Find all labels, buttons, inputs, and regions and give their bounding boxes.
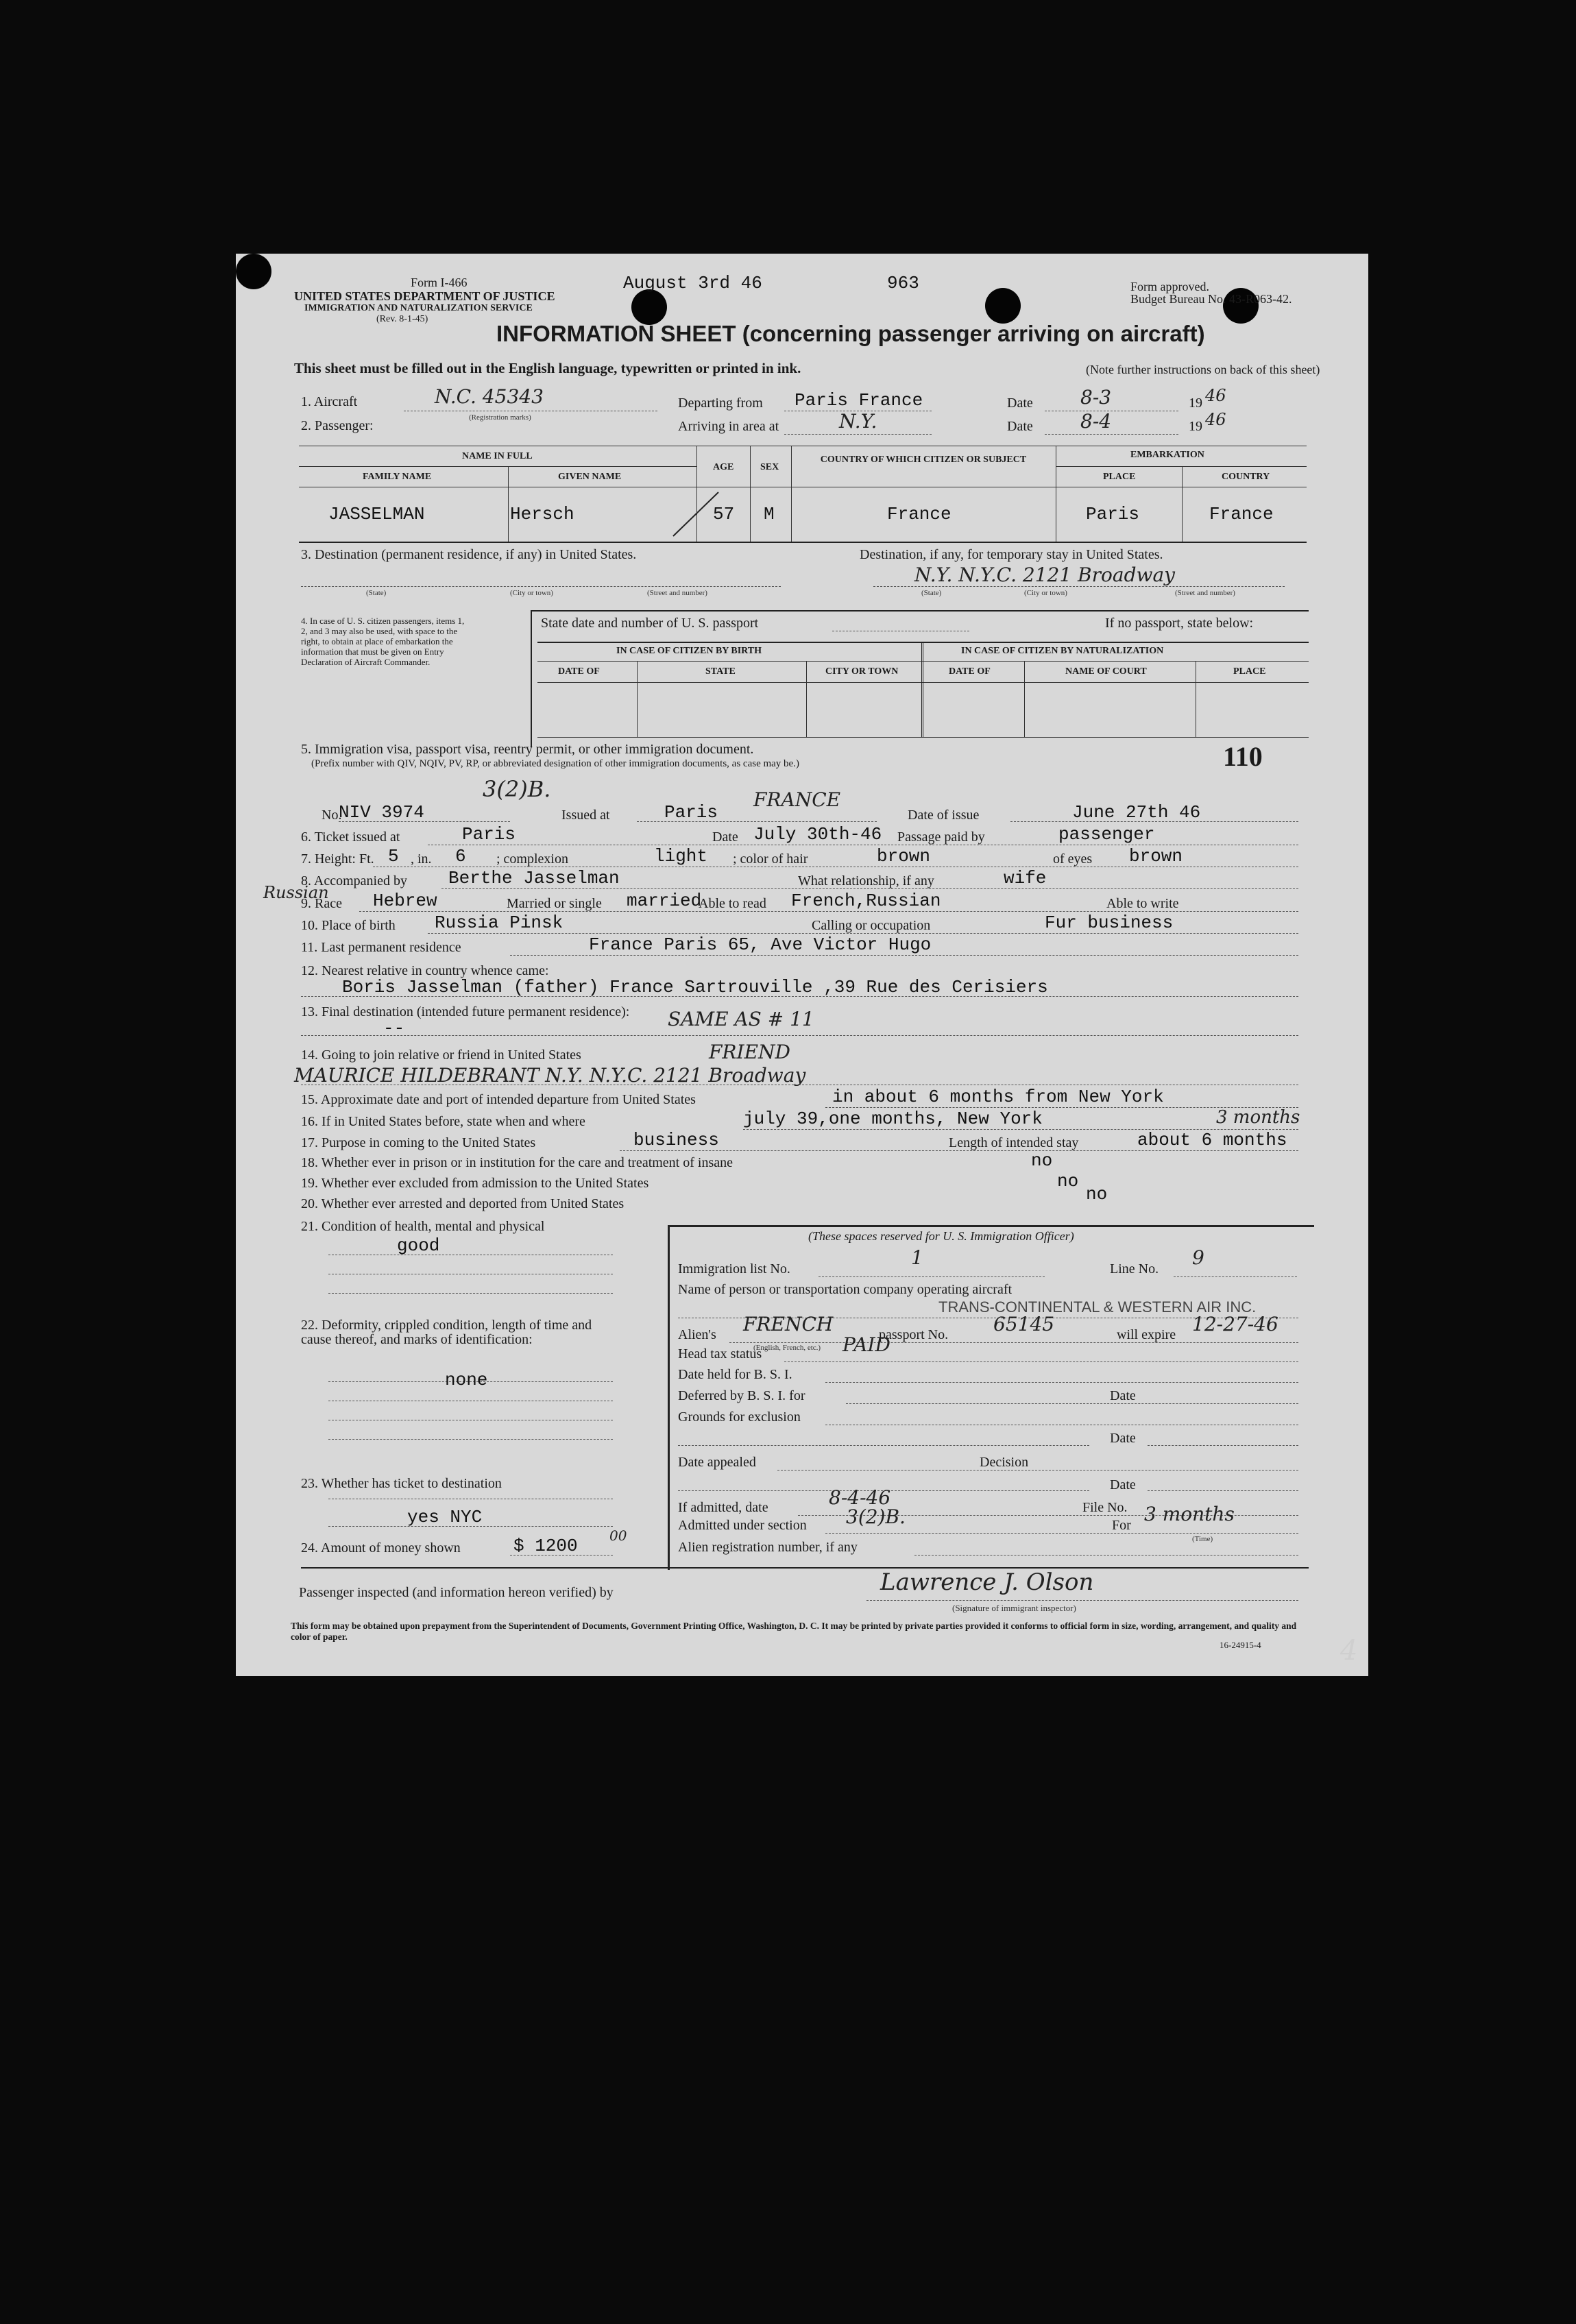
final-destination-label: 13. Final destination (intended future permanent residence): (301, 1004, 630, 1019)
appeal-date-label: Date (1110, 1477, 1136, 1492)
deferred-date-label: Date (1110, 1388, 1136, 1403)
col-date-of-2: DATE OF (949, 666, 991, 677)
join-name-hand: MAURICE HILDEBRANT N.Y. N.Y.C. 2121 Broadway (294, 1064, 806, 1087)
read-value: French,Russian (791, 891, 941, 911)
date-label-1: Date (1007, 396, 1033, 411)
destination-label: 3. Destination (permanent residence, if any) in United States. (301, 547, 637, 562)
bsi-held-label: Date held for B. S. I. (678, 1367, 792, 1382)
punch-hole-middle (985, 288, 1021, 324)
col-age: AGE (713, 462, 734, 472)
height-ft: 5 (388, 846, 399, 867)
final-destination-value: -- (383, 1018, 405, 1039)
caption-state: (State) (366, 589, 387, 597)
sex-value: M (764, 504, 775, 524)
signature-caption: (Signature of immigrant inspector) (952, 1603, 1076, 1613)
deformity-label: 22. Deformity, crippled condition, length of time and cause thereof, and marks of identification: (301, 1318, 592, 1347)
expire-label: will expire (1117, 1327, 1176, 1342)
col-date-of: DATE OF (558, 666, 600, 677)
exclusion-date-label: Date (1110, 1431, 1136, 1446)
citizen-by-naturalization: IN CASE OF CITIZEN BY NATURALIZATION (961, 646, 1164, 656)
operator-stamp: TRANS-CONTINENTAL & WESTERN AIR INC. (938, 1298, 1257, 1316)
col-given-name: GIVEN NAME (558, 472, 622, 482)
time-caption: (Time) (1192, 1535, 1213, 1543)
departing-label: Departing from (678, 396, 763, 411)
citizen-country-value: France (887, 504, 951, 524)
expire-value: 12-27-46 (1192, 1313, 1278, 1335)
fill-instructions: This sheet must be filled out in the English language, typewritten or printed in ink. (294, 360, 801, 376)
residence-label: 11. Last permanent residence (301, 940, 461, 955)
no-passport-label: If no passport, state below: (1105, 616, 1254, 631)
year-2: 46 (1205, 410, 1226, 429)
temporary-destination-label: Destination, if any, for temporary stay in United States. (860, 547, 1163, 562)
money-cents: 00 (609, 1527, 627, 1544)
col-court: NAME OF COURT (1065, 666, 1147, 677)
prison-label: 18. Whether ever in prison or in institution for the care and treatment of insane (301, 1155, 733, 1170)
citizen-note: 4. In case of U. S. citizen passengers, items 1, 2, and 3 may also be used, with space to the right, to obtain at place of embarkation the information that must be given on Entry Declaration of Aircraft Commander. (301, 616, 465, 667)
document-code: 110 (1223, 741, 1263, 772)
appealed-label: Date appealed (678, 1455, 756, 1470)
head-tax-label: Head tax status (678, 1346, 762, 1361)
hair-label: ; color of hair (733, 851, 808, 867)
prison-value: no (1031, 1150, 1053, 1171)
visa-no-value: NIV 3974 (339, 802, 424, 823)
form-approved: Form approved. (1130, 280, 1209, 293)
join-relation-hand: FRIEND (709, 1041, 790, 1063)
bsi-deferred-label: Deferred by B. S. I. for (678, 1388, 805, 1403)
visa-hand-note: 3(2)B. (483, 776, 551, 802)
height-in: 6 (455, 846, 466, 867)
caption-street-2: (Street and number) (1175, 589, 1235, 597)
visa-no-label: No. (322, 808, 342, 823)
year-prefix-1: 19 (1189, 396, 1202, 411)
caption-city-2: (City or town) (1024, 589, 1067, 597)
caption-state-2: (State) (921, 589, 942, 597)
stamp-number: 963 (887, 273, 919, 293)
print-code: 16-24915-4 (1220, 1640, 1261, 1650)
eyes-label: of eyes (1053, 851, 1093, 867)
back-note: (Note further instructions on back of this sheet) (1086, 363, 1320, 376)
registration-caption: (Registration marks) (469, 413, 531, 422)
birthplace-value: Russia Pinsk (435, 912, 563, 933)
page-mark: 4 (1340, 1635, 1358, 1667)
race-margin-note: Russian (263, 883, 329, 902)
citizen-by-birth: IN CASE OF CITIZEN BY BIRTH (616, 646, 762, 656)
arriving-label: Arriving in area at (678, 419, 779, 434)
decision-label: Decision (980, 1455, 1029, 1470)
departure-value: in about 6 months from New York (832, 1087, 1164, 1107)
passport-no-value: 65145 (993, 1313, 1055, 1335)
previous-visit-label: 16. If in United States before, state when and where (301, 1114, 585, 1129)
departing-value: Paris France (795, 390, 923, 411)
family-name-value: JASSELMAN (328, 504, 425, 524)
agency-line-2: IMMIGRATION AND NATURALIZATION SERVICE (304, 303, 533, 313)
information-sheet (236, 254, 1368, 1676)
occupation-label: Calling or occupation (812, 918, 931, 933)
complexion-value: light (654, 846, 708, 867)
passage-paid-label: Passage paid by (897, 830, 985, 845)
for-value: 3 months (1144, 1503, 1235, 1525)
write-label: Able to write (1106, 896, 1179, 911)
aircraft-value: N.C. 45343 (435, 385, 544, 408)
col-country: COUNTRY (1222, 472, 1270, 482)
alien-nationality: FRENCH (743, 1313, 834, 1335)
year-prefix-2: 19 (1189, 419, 1202, 434)
embark-country-value: France (1209, 504, 1274, 524)
hair-value: brown (877, 846, 931, 867)
col-place: PLACE (1103, 472, 1136, 482)
eyes-value: brown (1129, 846, 1183, 867)
admitted-date-label: If admitted, date (678, 1500, 768, 1515)
departure-label: 15. Approximate date and port of intended departure from United States (301, 1092, 696, 1107)
deported-label: 20. Whether ever arrested and deported from United States (301, 1196, 625, 1211)
col-family-name: FAMILY NAME (363, 472, 432, 482)
ticket-destination-label: 23. Whether has ticket to destination (301, 1476, 502, 1491)
ticket-value: Paris (462, 824, 516, 845)
date-value-2: 8-4 (1080, 410, 1112, 433)
officer-reserved-note: (These spaces reserved for U. S. Immigration Officer) (808, 1229, 1074, 1243)
given-name-value: Hersch (510, 504, 574, 524)
issued-at-value: Paris (664, 802, 718, 823)
age-value: 57 (713, 504, 735, 524)
previous-visit-value: july 39,one months, New York (743, 1109, 1043, 1129)
date-value-1: 8-3 (1080, 386, 1112, 409)
occupation-value: Fur business (1045, 912, 1174, 933)
birthplace-label: 10. Place of birth (301, 918, 396, 933)
ticket-date-value: July 30th-46 (753, 824, 882, 845)
immigration-list-label: Immigration list No. (678, 1261, 790, 1276)
caption-street: (Street and number) (647, 589, 707, 597)
col-city: CITY OR TOWN (825, 666, 899, 677)
col-country-citizen: COUNTRY OF WHICH CITIZEN OR SUBJECT (820, 455, 1027, 465)
operator-label: Name of person or transportation company operating aircraft (678, 1282, 1013, 1297)
admitted-date-value: 8-4-46 (829, 1486, 891, 1509)
ticket-date-label: Date (712, 830, 738, 845)
health-value: good (397, 1235, 440, 1256)
group-embarkation: EMBARKATION (1130, 450, 1204, 460)
relationship-label: What relationship, if any (798, 873, 934, 888)
issue-date-value: June 27th 46 (1072, 802, 1201, 823)
residence-value: France Paris 65, Ave Victor Hugo (589, 934, 932, 955)
issued-at-hand: FRANCE (753, 788, 841, 811)
final-destination-hand: SAME AS # 11 (668, 1008, 814, 1030)
accompanied-label: 8. Accompanied by (301, 873, 407, 888)
head-tax-value: PAID (842, 1333, 890, 1356)
height-label: 7. Height: Ft. (301, 851, 374, 867)
form-number: Form I-466 (411, 276, 468, 289)
issued-at-label: Issued at (561, 808, 610, 823)
stay-hand: 3 months (1216, 1107, 1300, 1128)
deformity-value: none (445, 1370, 488, 1390)
year-1: 46 (1205, 386, 1226, 405)
married-value: married (627, 891, 702, 911)
health-label: 21. Condition of health, mental and physical (301, 1219, 545, 1234)
passport-label: State date and number of U. S. passport (541, 616, 759, 631)
col-place-nat: PLACE (1233, 666, 1266, 677)
arriving-value: N.Y. (839, 410, 877, 433)
alien-caption: (English, French, etc.) (753, 1344, 821, 1352)
immigration-list-value: 1 (911, 1246, 923, 1269)
money-label: 24. Amount of money shown (301, 1540, 461, 1556)
passport-no-label: passport No. (879, 1327, 949, 1342)
alien-label: Alien's (678, 1327, 716, 1342)
section-label: Admitted under section (678, 1518, 807, 1533)
inspected-by-label: Passenger inspected (and information hereon verified) by (299, 1585, 614, 1600)
grounds-label: Grounds for exclusion (678, 1409, 801, 1425)
immigration-doc-label: 5. Immigration visa, passport visa, reentry permit, or other immigration document. (301, 742, 754, 757)
race-label: 9. Race (301, 896, 342, 911)
ticket-destination-value: yes NYC (407, 1507, 483, 1527)
col-sex: SEX (760, 462, 779, 472)
purpose-label: 17. Purpose in coming to the United States (301, 1135, 536, 1150)
immigration-doc-sub: (Prefix number with QIV, NQIV, PV, RP, or abbreviated designation of other immigration documents, as case may be.) (311, 758, 799, 769)
excluded-value: no (1057, 1171, 1079, 1191)
embark-place-value: Paris (1086, 504, 1140, 524)
stay-label: Length of intended stay (949, 1135, 1079, 1150)
budget-bureau: Budget Bureau No. 43-R063-42. (1130, 292, 1292, 306)
relative-label: 12. Nearest relative in country whence came: (301, 963, 549, 978)
ticket-label: 6. Ticket issued at (301, 830, 400, 845)
page-title: INFORMATION SHEET (concerning passenger arriving on aircraft) (496, 321, 1205, 346)
passage-paid-value: passenger (1058, 824, 1155, 845)
date-label-2: Date (1007, 419, 1033, 434)
file-no-label: File No. (1082, 1500, 1128, 1515)
caption-city: (City or town) (510, 589, 553, 597)
money-value: $ 1200 (513, 1536, 578, 1556)
alien-registration-label: Alien registration number, if any (678, 1540, 858, 1555)
stay-value: about 6 months (1137, 1130, 1287, 1150)
inspector-signature: Lawrence J. Olson (880, 1569, 1094, 1596)
punch-hole-left (631, 289, 667, 325)
passenger-label: 2. Passenger: (301, 418, 374, 433)
printing-notice: This form may be obtained upon prepayment from the Superintendent of Documents, Government Printing Office, Washington, D. C. It may be printed by private parties provided it conforms to official form in size, wording, arrangement, and quality and color of paper. (291, 1621, 1297, 1642)
purpose-value: business (633, 1130, 719, 1150)
race-value: Hebrew (373, 891, 437, 911)
temporary-destination-value: N.Y. N.Y.C. 2121 Broadway (914, 564, 1175, 586)
relationship-value: wife (1004, 868, 1047, 888)
line-no-label: Line No. (1110, 1261, 1159, 1276)
punch-hole-right (236, 254, 271, 289)
agency-line-1: UNITED STATES DEPARTMENT OF JUSTICE (294, 289, 555, 303)
accompanied-value: Berthe Jasselman (448, 868, 620, 888)
section-value: 3(2)B. (846, 1505, 906, 1528)
complexion-label: ; complexion (496, 851, 568, 867)
married-label: Married or single (507, 896, 602, 911)
issue-date-label: Date of issue (908, 808, 980, 823)
read-label: Able to read (699, 896, 766, 911)
aircraft-label: 1. Aircraft (301, 394, 358, 409)
for-label: For (1112, 1518, 1131, 1533)
excluded-label: 19. Whether ever excluded from admission to the United States (301, 1176, 649, 1191)
col-state: STATE (705, 666, 736, 677)
group-name-in-full: NAME IN FULL (462, 451, 533, 461)
deported-value: no (1086, 1184, 1108, 1205)
height-in-label: , in. (411, 851, 432, 867)
join-label: 14. Going to join relative or friend in United States (301, 1048, 581, 1063)
revision: (Rev. 8-1-45) (376, 314, 428, 324)
relative-value: Boris Jasselman (father) France Sartrouville ,39 Rue des Cerisiers (342, 977, 1048, 997)
stamp-date: August 3rd 46 (623, 273, 762, 293)
line-no-value: 9 (1192, 1246, 1204, 1269)
